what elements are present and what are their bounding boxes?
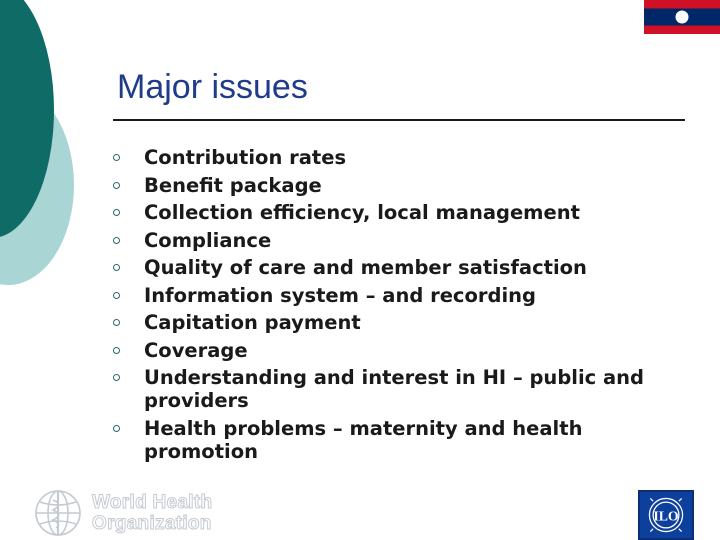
slide-title: Major issues — [117, 68, 308, 106]
who-wordmark — [92, 492, 212, 534]
list-item — [113, 366, 673, 412]
bullet-text: Compliance — [144, 228, 272, 252]
ilo-label: ILO — [653, 508, 679, 524]
bullet-text: Understanding and interest in HI – public and providers — [144, 366, 644, 412]
bullet-text: Benefit package — [144, 173, 322, 197]
laos-flag-icon — [644, 0, 720, 34]
list-item — [113, 284, 673, 307]
decorative-circles — [0, 0, 80, 300]
bullet-icon — [113, 292, 120, 299]
bullet-list — [113, 146, 673, 467]
bullet-text: Contribution rates — [144, 146, 347, 169]
bullet-icon — [113, 264, 120, 271]
bullet-icon — [113, 182, 120, 189]
title-divider — [113, 119, 685, 121]
bullet-text: Capitation payment — [144, 311, 361, 334]
bullet-text: Coverage — [144, 338, 248, 362]
bullet-text: Information system – and recording — [144, 283, 536, 307]
bullet-icon — [113, 347, 120, 354]
bullet-icon — [113, 319, 120, 326]
list-item — [113, 201, 673, 224]
bullet-icon — [113, 154, 120, 161]
who-line-2: Organization — [92, 513, 212, 534]
bullet-icon — [113, 374, 120, 381]
list-item — [113, 229, 673, 252]
bullet-text: Quality of care and member satisfaction — [144, 256, 587, 279]
list-item — [113, 174, 673, 197]
list-item — [113, 339, 673, 362]
who-line-1: World Health — [92, 492, 213, 513]
list-item — [113, 311, 673, 334]
list-item — [113, 146, 673, 169]
bullet-text: Collection efficiency, local management — [144, 201, 580, 224]
ilo-logo-icon — [638, 490, 694, 540]
list-item — [113, 417, 673, 463]
bullet-icon — [113, 237, 120, 244]
list-item — [113, 256, 673, 279]
bullet-text: Health problems – maternity and health promotion — [144, 416, 583, 463]
bullet-icon — [113, 425, 120, 432]
bullet-icon — [113, 209, 120, 216]
